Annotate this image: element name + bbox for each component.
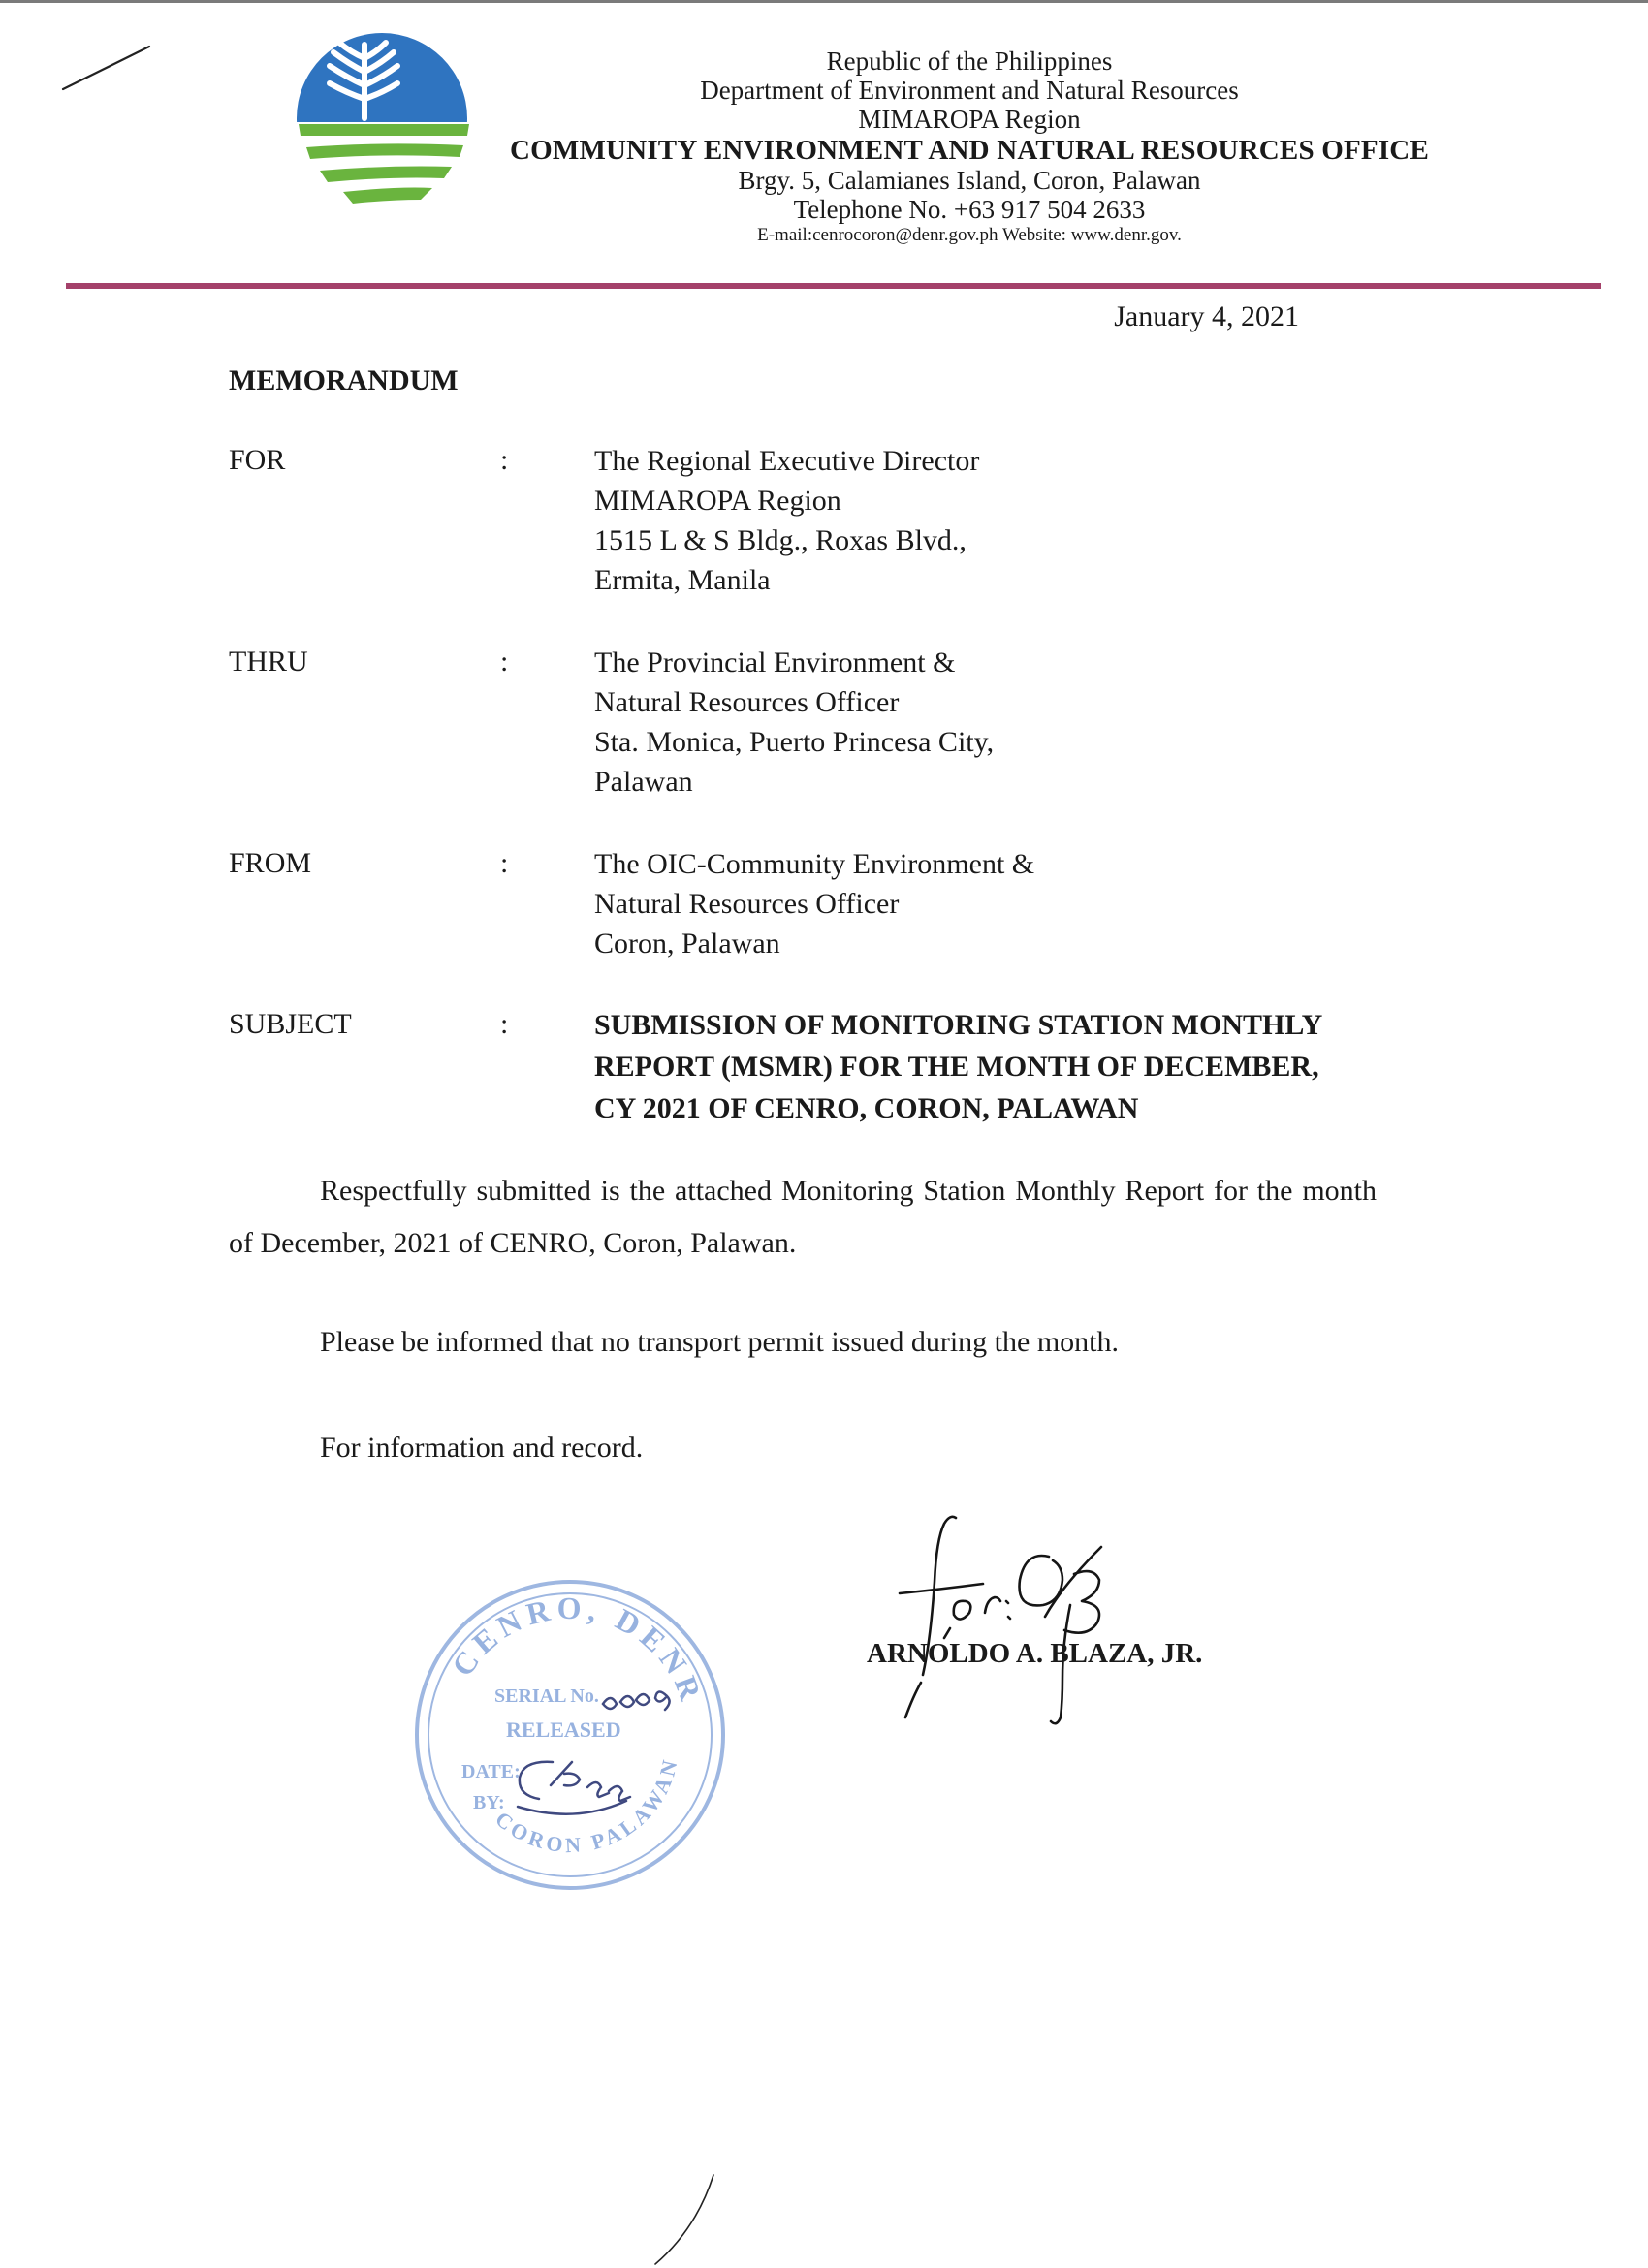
for-colon: : xyxy=(500,444,509,476)
memo-title: MEMORANDUM xyxy=(229,364,459,396)
for-line: Ermita, Manila xyxy=(594,564,771,596)
for-recipient xyxy=(594,441,979,600)
body-paragraph: Please be informed that no transport permit issued during the month. xyxy=(320,1326,1120,1358)
released-stamp xyxy=(405,1570,735,1900)
subject-line: CY 2021 OF CENRO, CORON, PALAWAN xyxy=(594,1092,1139,1124)
svg-text:BY:: BY: xyxy=(473,1792,505,1813)
subject-line: SUBMISSION OF MONITORING STATION MONTHLY xyxy=(594,1009,1323,1041)
pen-mark xyxy=(650,2171,727,2268)
for-line: 1515 L & S Bldg., Roxas Blvd., xyxy=(594,524,967,556)
from-line: Natural Resources Officer xyxy=(594,888,900,920)
for-line: The Regional Executive Director xyxy=(594,445,980,477)
scan-top-edge xyxy=(0,0,1648,3)
svg-text:CORON PALAWAN: CORON PALAWAN xyxy=(491,1754,683,1858)
svg-text:SERIAL No.: SERIAL No. xyxy=(494,1685,599,1707)
body-paragraph: For information and record. xyxy=(320,1432,644,1464)
letterhead-contact: E-mail:cenrocoron@denr.gov.ph Website: www.denr.gov. xyxy=(757,224,1182,245)
subject-line: REPORT (MSMR) FOR THE MONTH OF DECEMBER, xyxy=(594,1051,1319,1083)
from-sender xyxy=(594,844,1034,963)
thru-line: Natural Resources Officer xyxy=(594,686,900,718)
subject-text xyxy=(594,1004,1322,1129)
for-label: FOR xyxy=(229,444,286,476)
header-divider xyxy=(66,283,1601,289)
for-line: MIMAROPA Region xyxy=(594,485,841,517)
thru-line: The Provincial Environment & xyxy=(594,646,956,678)
pen-mark xyxy=(60,39,157,97)
thru-colon: : xyxy=(500,646,509,677)
letterhead-office: COMMUNITY ENVIRONMENT AND NATURAL RESOURCES OFFICE xyxy=(509,134,1429,166)
letterhead-republic: Republic of the Philippines xyxy=(826,47,1113,76)
memo-date: January 4, 2021 xyxy=(1114,300,1299,332)
letterhead-region: MIMAROPA Region xyxy=(858,105,1081,135)
letterhead-address: Brgy. 5, Calamianes Island, Coron, Palawan xyxy=(738,166,1201,196)
subject-colon: : xyxy=(500,1008,509,1040)
thru-label: THRU xyxy=(229,646,308,677)
body-paragraph: Respectfully submitted is the attached Monitoring Station Monthly Report for the month of December, 2021 of CENRO, Coron, Palawan. xyxy=(229,1175,1377,1259)
letterhead xyxy=(465,47,1474,245)
letterhead-department: Department of Environment and Natural Resources xyxy=(700,76,1239,106)
letterhead-telephone: Telephone No. +63 917 504 2633 xyxy=(793,195,1146,225)
subject-label: SUBJECT xyxy=(229,1008,352,1040)
svg-text:RELEASED: RELEASED xyxy=(506,1717,621,1742)
svg-text:DATE:: DATE: xyxy=(461,1761,521,1782)
from-line: The OIC-Community Environment & xyxy=(594,848,1035,880)
from-line: Coron, Palawan xyxy=(594,928,780,960)
thru-line: Sta. Monica, Puerto Princesa City, xyxy=(594,726,995,758)
denr-logo xyxy=(293,29,471,209)
thru-recipient xyxy=(594,643,994,802)
from-colon: : xyxy=(500,847,509,879)
svg-text:CENRO, DENR: CENRO, DENR xyxy=(444,1590,711,1711)
signatory-name: ARNOLDO A. BLAZA, JR. xyxy=(867,1638,1203,1669)
thru-line: Palawan xyxy=(594,766,693,798)
from-label: FROM xyxy=(229,847,312,879)
